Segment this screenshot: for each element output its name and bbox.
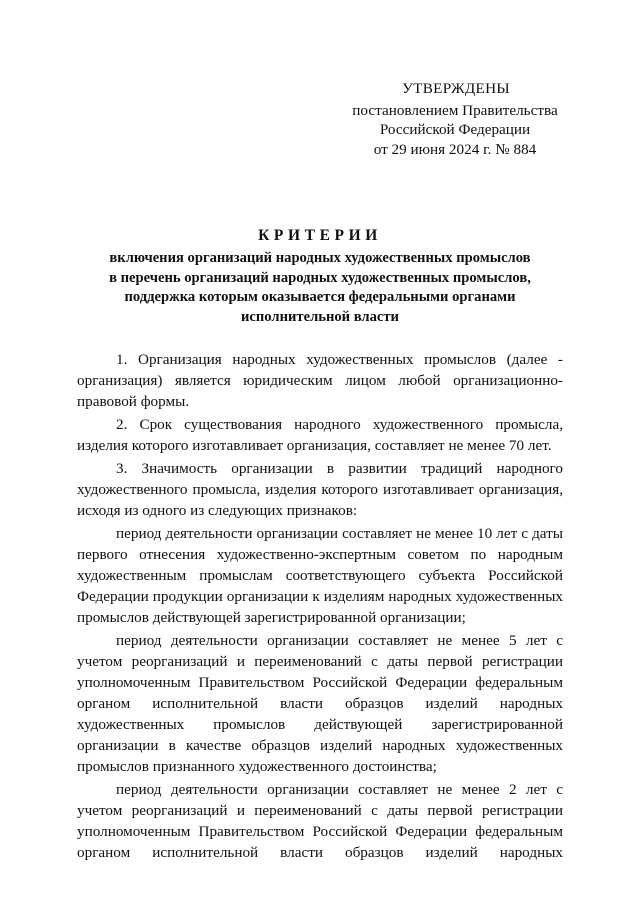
approval-line: от 29 июня 2024 г. № 884 bbox=[373, 140, 537, 158]
subtitle-line: включения организаций народных художественных промыслов bbox=[109, 250, 531, 266]
document-title: КРИТЕРИИ bbox=[258, 227, 382, 244]
paragraph-criterion-2: 2. Срок существования народного художественного промысла, изделия которого изготавливает организация, составляет не менее 70 лет. bbox=[77, 416, 563, 454]
document-subtitle bbox=[0, 249, 640, 327]
subtitle-line: исполнительной власти bbox=[241, 308, 399, 325]
paragraph-criterion-3: 3. Значимость организации в развитии традиций народного художественного промысла, изделия которого изготавливает организация, исходя из одного из следующих признаков: bbox=[77, 460, 563, 519]
paragraph-sign-2-years: период деятельности организации составляет не менее 2 лет с учетом реорганизаций и переименований с даты первой регистрации уполномоченным Правительством Российской Федерации федеральным органом исполнительной власти образцов изделий народных bbox=[77, 781, 563, 861]
approval-title: УТВЕРЖДЕНЫ bbox=[402, 80, 510, 97]
paragraph-sign-5-years: период деятельности организации составляет не менее 5 лет с учетом реорганизаций и переименований с даты первой регистрации уполномоченным Правительством Российской Федерации федеральным органом исполнительной власти образцов изделий народных художественных промыслов действующей зарегистрированной организации в качестве образцов изделий народных художественных промыслов признанного художественного достоинства; bbox=[77, 632, 563, 775]
approval-line: Российской Федерации bbox=[379, 121, 531, 138]
subtitle-line: поддержка которым оказывается федеральными органами bbox=[124, 289, 516, 305]
approval-line: постановлением Правительства bbox=[352, 101, 558, 119]
paragraph-criterion-1: 1. Организация народных художественных промыслов (далее - организация) является юридическим лицом любой организационно-правовой формы. bbox=[77, 351, 563, 410]
approval-stamp bbox=[330, 79, 580, 159]
subtitle-line: в перечень организаций народных художественных промыслов, bbox=[109, 269, 531, 286]
document-body bbox=[77, 349, 563, 865]
paragraph-sign-10-years: период деятельности организации составляет не менее 10 лет с даты первого отнесения художественно-экспертным советом по народным художественным промыслам соответствующего субъекта Российской Федерации продукции организации к изделиям народных художественных промыслов действующей зарегистрированной организации; bbox=[77, 525, 563, 626]
